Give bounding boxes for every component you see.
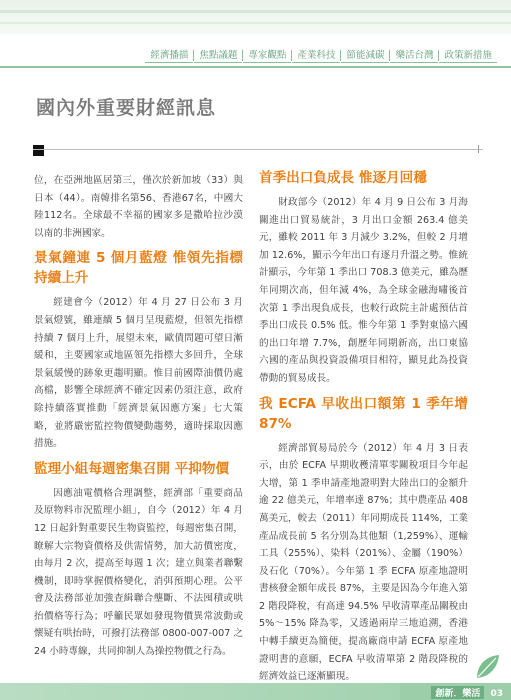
headline-price-monitoring: 監理小組每週密集召開 平抑物價 bbox=[34, 460, 230, 477]
page-number: 03 bbox=[490, 689, 503, 699]
headline-ecfa: 我 ECFA 早收出口額第 1 季年增 87% bbox=[259, 395, 468, 432]
section-title: 國內外重要財經訊息 bbox=[36, 97, 217, 119]
header-tabs bbox=[145, 49, 497, 63]
intro-text: 位，在亞洲地區居第三，僅次於新加坡（33）與日本（44）。南韓排名第56、香港67名，中國大陸112名。全球最不幸福的國家多是撒哈拉沙漠以南的非洲國家。 bbox=[34, 175, 243, 239]
header-rule bbox=[0, 66, 511, 68]
paragraph-price-monitoring: 因應油電價格合理調整，經濟部「重要商品及原物料市況監理小組」，自今（2012）年 4 月12 日起針對重要民生物資監控，每週密集召開，瞭解大宗物資價格及供需情勢，加大訪價密度，由每月 2 次，提高至每週 1 次；建立與業者聯繫機制，即時掌握價格變化，消弭預期心理。公平會及法務部並加強查緝聯合壟斷、不法囤積或哄抬價格等行為；呼籲民眾如發現物價異常波動或懷疑有哄抬時，可撥打法務部 0800-007-007 之 24 小時專線，共同抑制人為操控物價之行為。 bbox=[34, 487, 243, 658]
tab-energy[interactable]: 節能減碳 bbox=[341, 49, 389, 63]
paragraph-ecfa: 經濟部貿易局於今（2012）年 4 月 3 日表示，由於 ECFA 早期收穫清單零關稅項目今年起大增，第 1 季申請產地證明對大陸出口的金額升逾 22 億美元，年增率達 87%；其中農產品 408 萬美元，較去（2011）年同期成長 114%，工業產品成長前 5 名分別為其他類（1,259%）、運輸工具（255%）、染料（201%）、金屬（190%）及石化（70%）。今年第 1 季 ECFA 原產地證明書核發金額年成長 87%，主要是因為今年進入第 2 階段降稅，有高達 94.5% 早收清單產品關稅由 5%～15% 降為零，又透過兩岸三地追溯，香港中轉手續更為簡便，提高廠商申請 ECFA 原產地證明書的意願，ECFA 早收清單第 2 階段降稅的經濟效益已逐漸顯現。 bbox=[259, 442, 468, 683]
tab-economy[interactable]: 經濟播描 bbox=[145, 49, 193, 63]
tab-policy[interactable]: 政策新措施 bbox=[439, 49, 497, 63]
tab-focus[interactable]: 焦點議題 bbox=[194, 49, 242, 63]
tab-industry[interactable]: 產業科技 bbox=[292, 49, 340, 63]
footer-bar bbox=[0, 683, 511, 700]
left-column bbox=[34, 172, 243, 661]
divider bbox=[33, 149, 483, 150]
right-column bbox=[259, 172, 468, 686]
headline-business-cycle: 景氣鐘連 5 個月藍燈 惟領先指標持續上升 bbox=[34, 250, 243, 287]
tab-experts[interactable]: 專家觀點 bbox=[243, 49, 291, 63]
tab-lohas[interactable]: 樂活台灣 bbox=[390, 49, 438, 63]
header-band bbox=[0, 0, 511, 34]
leaf-icon bbox=[473, 652, 501, 682]
footer-brand: 創新．樂活 bbox=[431, 686, 484, 699]
paragraph-exports: 財政部今（2012）年 4 月 9 日公布 3 月海關進出口貿易統計，3 月出口金額 263.4 億美元，雖較 2011 年 3 月減少 3.2%，但較 2 月增加 12.6%，顯示今年出口有逐月升溫之勢。惟統計顯示，今年第 1 季出口 708.3 億美元，雖為歷年同期次高，但年減 4%，為全球金融海嘯後首次第 1 季出現負成長，也較行政院主計處預估首季出口成長 0.5% 低。惟今年第 1 季對東協六國的出口年增 7.7%，創歷年同期新高，出口東協六國的產品與投資設備項目相符，顯見此為投資帶動的貿易成長。 bbox=[259, 197, 468, 384]
divider-marker bbox=[33, 145, 44, 156]
headline-exports: 首季出口負成長 惟逐月回穩 bbox=[259, 170, 427, 186]
paragraph-business-cycle: 經建會今（2012）年 4 月 27 日公布 3 月景氣燈號，雖連續 5 個月呈現藍燈，但領先指標持續 7 個月上升，展望未來，歐債問題可望日漸緩和，主要國家或地區領先指標大多回升，全球景氣緩慢的跡象更趨明顯。惟目前國際油價仍處高檔，影響全球經濟不確定因素仍須注意，政府除持續落實推動「經濟景氣因應方案」七大策略，並將嚴密監控物價變動趨勢，適時採取因應措施。 bbox=[34, 297, 243, 450]
footer-tag bbox=[431, 686, 503, 698]
